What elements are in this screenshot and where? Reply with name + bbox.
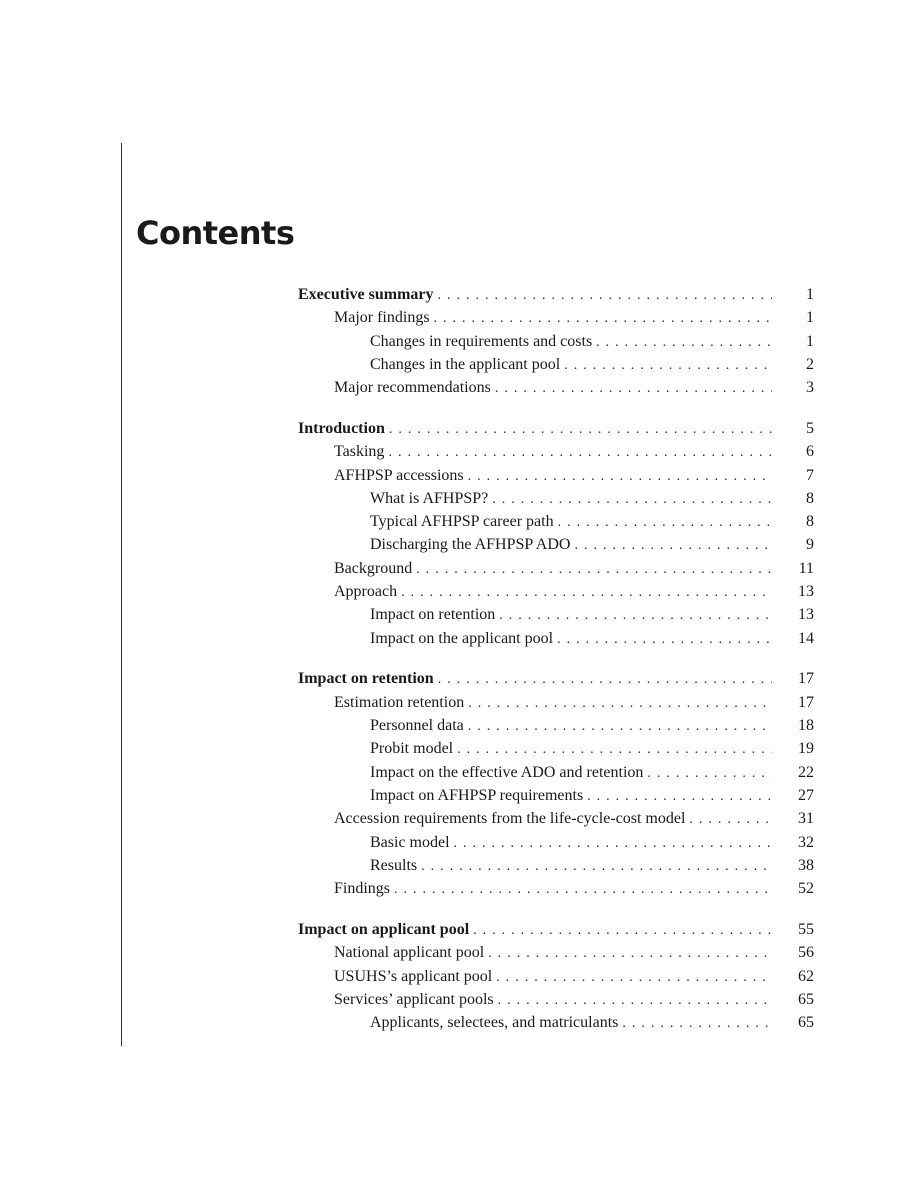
dot-leader <box>564 354 772 377</box>
toc-entry-title: Executive summary <box>298 286 434 303</box>
toc-page-number: 17 <box>798 670 814 688</box>
dot-leader <box>498 989 772 1012</box>
toc-subsection-entry[interactable] <box>298 1011 814 1034</box>
dot-leader <box>468 465 772 488</box>
toc-page-number: 27 <box>798 786 814 804</box>
toc-page-number: 62 <box>798 967 814 985</box>
toc-subsection-entry[interactable] <box>298 510 814 533</box>
dot-leader <box>492 488 772 511</box>
toc-page-number: 17 <box>798 693 814 711</box>
toc-entry-title: Estimation retention <box>334 693 465 711</box>
toc-subsection-entry[interactable] <box>298 353 814 376</box>
toc-page-number: 8 <box>806 489 814 507</box>
toc-subsection-entry[interactable] <box>298 533 814 556</box>
toc-entry-title: Impact on retention <box>370 606 496 624</box>
dot-leader <box>438 284 772 307</box>
toc-page-number: 7 <box>806 466 814 484</box>
toc-subsection-entry[interactable] <box>298 330 814 353</box>
toc-section <box>298 417 814 650</box>
toc-entry-title: Approach <box>334 583 398 601</box>
toc-section <box>298 667 814 900</box>
toc-section-entry[interactable] <box>298 877 814 900</box>
toc-page-number: 1 <box>806 309 814 327</box>
dot-leader <box>473 919 772 942</box>
toc-subsection-entry[interactable] <box>298 487 814 510</box>
dot-leader <box>557 628 772 651</box>
toc-page-number: 18 <box>798 717 814 735</box>
toc-subsection-entry[interactable] <box>298 854 814 877</box>
toc-page-number: 19 <box>798 740 814 758</box>
toc-entry-title: USUHS’s applicant pool <box>334 967 493 985</box>
toc-page-number: 14 <box>798 629 814 647</box>
dot-leader <box>454 832 772 855</box>
dot-leader <box>394 878 772 901</box>
toc-section-entry[interactable] <box>298 464 814 487</box>
toc-entry-title: National applicant pool <box>334 944 485 962</box>
toc-page-number: 8 <box>806 513 814 531</box>
toc-section-entry[interactable] <box>298 965 814 988</box>
toc-section <box>298 918 814 1034</box>
toc-page-number: 31 <box>798 810 814 828</box>
toc-section-entry[interactable] <box>298 580 814 603</box>
toc-entry-title: Typical AFHPSP career path <box>370 513 554 531</box>
toc-entry-title: Introduction <box>298 419 385 437</box>
toc-entry-title: Tasking <box>334 443 385 461</box>
toc-page-number: 3 <box>806 379 814 397</box>
toc-page-number: 52 <box>798 880 814 898</box>
toc-subsection-entry[interactable] <box>298 784 814 807</box>
toc-section-entry[interactable] <box>298 807 814 830</box>
toc-entry-title: Impact on the applicant pool <box>370 629 554 647</box>
toc-section <box>298 283 814 399</box>
toc-section-entry[interactable] <box>298 691 814 714</box>
margin-rule <box>121 143 122 1046</box>
table-of-contents <box>298 283 814 1052</box>
toc-entry-title: Impact on AFHPSP requirements <box>370 786 584 804</box>
toc-entry-title: Impact on retention <box>298 670 434 688</box>
toc-section-entry[interactable] <box>298 941 814 964</box>
toc-section-entry[interactable] <box>298 306 814 329</box>
toc-chapter-entry[interactable] <box>298 283 814 306</box>
dot-leader <box>389 418 772 441</box>
toc-entry-title: What is AFHPSP? <box>370 489 489 507</box>
toc-entry-title: Discharging the AFHPSP ADO <box>370 536 571 554</box>
toc-entry-title: Services’ applicant pools <box>334 990 494 1008</box>
dot-leader <box>496 966 772 989</box>
toc-page-number: 5 <box>806 419 814 437</box>
dot-leader <box>499 604 772 627</box>
toc-subsection-entry[interactable] <box>298 831 814 854</box>
toc-chapter-entry[interactable] <box>298 667 814 690</box>
toc-entry-title: AFHPSP accessions <box>334 466 464 484</box>
toc-entry-title: Personnel data <box>370 717 464 735</box>
toc-subsection-entry[interactable] <box>298 714 814 737</box>
toc-entry-title: Probit model <box>370 740 454 758</box>
toc-entry-title: Changes in the applicant pool <box>370 355 561 373</box>
dot-leader <box>596 331 772 354</box>
toc-entry-title: Findings <box>334 880 391 898</box>
dot-leader <box>488 942 772 965</box>
toc-page-number: 56 <box>798 944 814 962</box>
dot-leader <box>416 558 772 581</box>
dot-leader <box>468 692 772 715</box>
toc-section-entry[interactable] <box>298 557 814 580</box>
toc-page-number: 2 <box>806 355 814 373</box>
dot-leader <box>438 668 772 691</box>
toc-entry-title: Major findings <box>334 309 430 327</box>
dot-leader <box>689 808 772 831</box>
toc-page-number: 38 <box>798 856 814 874</box>
dot-leader <box>434 307 772 330</box>
toc-chapter-entry[interactable] <box>298 918 814 941</box>
dot-leader <box>558 511 772 534</box>
toc-entry-title: Impact on the effective ADO and retention <box>370 763 644 781</box>
dot-leader <box>647 762 772 785</box>
toc-section-entry[interactable] <box>298 440 814 463</box>
toc-entry-title: Results <box>370 856 418 874</box>
toc-chapter-entry[interactable] <box>298 417 814 440</box>
toc-page-number: 55 <box>798 920 814 938</box>
toc-page-number: 13 <box>798 583 814 601</box>
toc-subsection-entry[interactable] <box>298 603 814 626</box>
toc-entry-title: Changes in requirements and costs <box>370 332 593 350</box>
toc-section-entry[interactable] <box>298 988 814 1011</box>
page-title: Contents <box>136 214 295 252</box>
toc-page-number: 65 <box>798 990 814 1008</box>
toc-page-number: 9 <box>806 536 814 554</box>
dot-leader <box>622 1012 772 1035</box>
toc-subsection-entry[interactable] <box>298 627 814 650</box>
toc-subsection-entry[interactable] <box>298 737 814 760</box>
toc-entry-title: Background <box>334 559 413 577</box>
dot-leader <box>388 441 772 464</box>
toc-page-number: 32 <box>798 833 814 851</box>
toc-page-number: 13 <box>798 606 814 624</box>
toc-section-entry[interactable] <box>298 376 814 399</box>
dot-leader <box>457 738 772 761</box>
toc-entry-title: Applicants, selectees, and matriculants <box>370 1014 619 1032</box>
toc-page-number: 22 <box>798 763 814 781</box>
toc-entry-title: Impact on applicant pool <box>298 920 470 938</box>
dot-leader <box>495 377 772 400</box>
toc-subsection-entry[interactable] <box>298 761 814 784</box>
toc-page-number: 65 <box>798 1014 814 1032</box>
toc-page-number: 1 <box>806 332 814 350</box>
toc-entry-title: Major recommendations <box>334 379 491 397</box>
dot-leader <box>574 534 772 557</box>
toc-page-number: 6 <box>806 443 814 461</box>
dot-leader <box>587 785 772 808</box>
toc-entry-title: Basic model <box>370 833 450 851</box>
toc-entry-title: Accession requirements from the life-cycle-cost model <box>334 810 686 828</box>
toc-page-number: 1 <box>806 286 814 303</box>
dot-leader <box>468 715 772 738</box>
dot-leader <box>421 855 772 878</box>
dot-leader <box>401 581 772 604</box>
toc-page-number: 11 <box>798 559 814 577</box>
